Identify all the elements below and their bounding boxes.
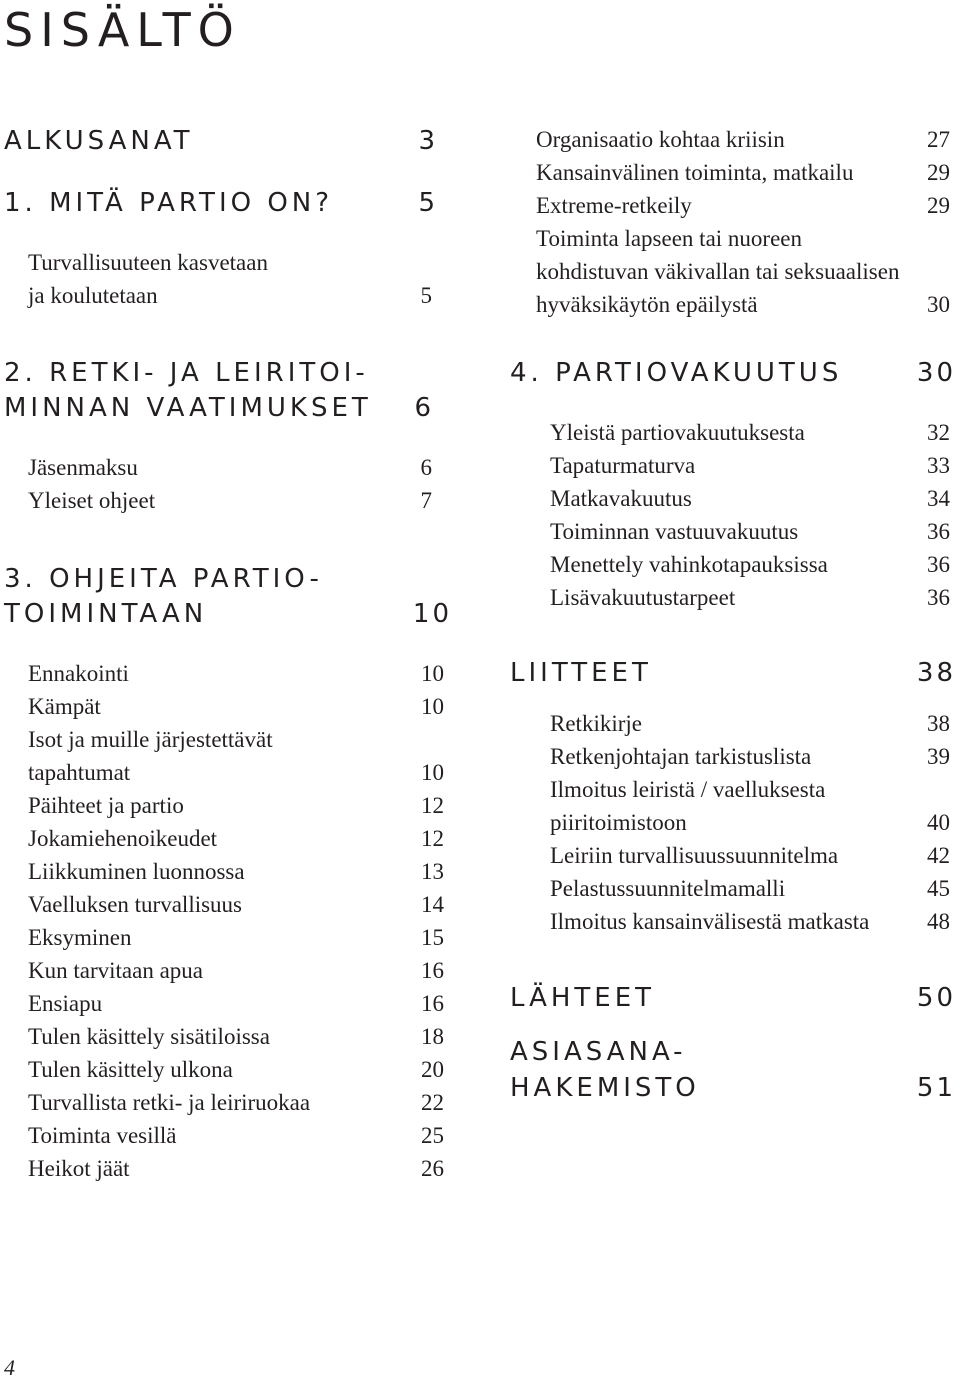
toc-item-page: 26 — [421, 1156, 444, 1181]
toc-list-sec3 — [28, 657, 444, 1185]
toc-item: tapahtumat — [28, 760, 131, 785]
toc-page-sec4: 30 — [916, 358, 956, 388]
toc-row[interactable] — [550, 449, 950, 482]
toc-item: Vaelluksen turvallisuus — [28, 892, 242, 917]
toc-item: Heikot jäät — [28, 1156, 130, 1181]
toc-row[interactable] — [28, 855, 444, 888]
toc-page-liitteet: 38 — [916, 658, 956, 688]
toc-item-page: 27 — [927, 127, 950, 152]
toc-item: Turvallista retki- ja leiriruokaa — [28, 1090, 311, 1115]
toc-page-alkusanat: 3 — [418, 126, 438, 156]
toc-item: Menettely vahinkotapauksissa — [550, 552, 828, 577]
toc-item: Kansainvälinen toiminta, matkailu — [536, 160, 854, 185]
toc-row[interactable] — [28, 1152, 444, 1185]
toc-item: Isot ja muille järjestettävät — [28, 727, 273, 752]
toc-item-page: 32 — [927, 420, 950, 445]
toc-row[interactable] — [28, 921, 444, 954]
toc-row[interactable] — [550, 839, 950, 872]
toc-item[interactable]: Yleiset ohjeet — [28, 488, 156, 513]
toc-row[interactable] — [28, 822, 444, 855]
toc-item: Liikkuminen luonnossa — [28, 859, 245, 884]
toc-item: Matkavakuutus — [550, 486, 692, 511]
toc-row[interactable] — [536, 189, 950, 222]
toc-row[interactable] — [550, 707, 950, 740]
toc-item: Leiriin turvallisuussuunnitelma — [550, 843, 839, 868]
toc-heading-sec2-line1[interactable]: 2. RETKI- JA LEIRITOI- — [4, 358, 369, 388]
toc-item: Retkenjohtajan tarkistuslista — [550, 744, 812, 769]
toc-item-page: 12 — [421, 793, 444, 818]
toc-row[interactable] — [28, 888, 444, 921]
toc-item-page: 6 — [420, 455, 432, 480]
toc-item: Ensiapu — [28, 991, 103, 1016]
toc-row[interactable] — [536, 255, 950, 288]
toc-page-lahteet: 50 — [916, 983, 956, 1013]
toc-row[interactable] — [550, 482, 950, 515]
toc-item: Lisävakuutustarpeet — [550, 585, 736, 610]
toc-item: Organisaatio kohtaa kriisin — [536, 127, 785, 152]
page-number: 4 — [4, 1355, 15, 1380]
toc-row[interactable] — [28, 1053, 444, 1086]
toc-row[interactable] — [28, 1086, 444, 1119]
toc-list-sec4 — [550, 416, 950, 614]
toc-item: kohdistuvan väkivallan tai seksuaalisen — [536, 259, 900, 284]
toc-row[interactable] — [28, 1119, 444, 1152]
toc-item: Toiminnan vastuuvakuutus — [550, 519, 799, 544]
toc-item-page: 20 — [421, 1057, 444, 1082]
toc-item-page: 7 — [420, 488, 432, 513]
toc-item-page: 16 — [421, 991, 444, 1016]
toc-item: piiritoimistoon — [550, 810, 687, 835]
toc-heading-alkusanat[interactable]: ALKUSANAT — [4, 126, 194, 156]
toc-list-sec3-continued — [536, 123, 950, 321]
toc-item-page: 48 — [927, 909, 950, 934]
toc-row[interactable] — [28, 987, 444, 1020]
toc-item-page: 36 — [927, 585, 950, 610]
toc-item-page: 36 — [927, 552, 950, 577]
toc-item-page: 10 — [421, 694, 444, 719]
toc-list-liitteet — [550, 707, 950, 938]
toc-row[interactable] — [550, 581, 950, 614]
toc-item-page: 33 — [927, 453, 950, 478]
toc-item-page: 30 — [927, 292, 950, 317]
toc-row[interactable] — [28, 1020, 444, 1053]
toc-item-page: 14 — [421, 892, 444, 917]
toc-item: Tulen käsittely sisätiloissa — [28, 1024, 270, 1049]
toc-row[interactable] — [550, 515, 950, 548]
toc-row[interactable] — [536, 156, 950, 189]
toc-row[interactable] — [550, 806, 950, 839]
toc-row[interactable] — [28, 954, 444, 987]
toc-item-page: 29 — [927, 193, 950, 218]
toc-row[interactable] — [536, 222, 950, 255]
toc-item: Retkikirje — [550, 711, 642, 736]
toc-item-page: 22 — [421, 1090, 444, 1115]
toc-item: Ennakointi — [28, 661, 129, 686]
toc-item: Pelastussuunnitelmamalli — [550, 876, 786, 901]
toc-item-page: 13 — [421, 859, 444, 884]
toc-item: Eksyminen — [28, 925, 132, 950]
toc-item: Toiminta vesillä — [28, 1123, 177, 1148]
toc-row[interactable] — [550, 773, 950, 806]
toc-item[interactable]: Turvallisuuteen kasvetaan — [28, 250, 268, 275]
toc-row[interactable] — [28, 657, 444, 690]
toc-heading-sec4[interactable]: 4. PARTIOVAKUUTUS — [510, 358, 843, 388]
toc-item: Yleistä partiovakuutuksesta — [550, 420, 805, 445]
toc-item-page: 36 — [927, 519, 950, 544]
toc-heading-lahteet[interactable]: LÄHTEET — [510, 983, 656, 1013]
toc-row[interactable] — [28, 690, 444, 723]
toc-heading-sec3-line1[interactable]: 3. OHJEITA PARTIO- — [4, 564, 323, 594]
toc-item-page: 18 — [421, 1024, 444, 1049]
toc-page-sec1: 5 — [418, 188, 438, 218]
toc-row[interactable] — [550, 416, 950, 449]
toc-row[interactable] — [550, 872, 950, 905]
toc-heading-sec1[interactable]: 1. MITÄ PARTIO ON? — [4, 188, 334, 218]
toc-item: Tulen käsittely ulkona — [28, 1057, 233, 1082]
toc-row[interactable] — [28, 723, 444, 756]
toc-item-page: 12 — [421, 826, 444, 851]
toc-item: Ilmoitus kansainvälisestä matkasta — [550, 909, 870, 934]
toc-row[interactable] — [536, 288, 950, 321]
toc-item: Tapaturmaturva — [550, 453, 696, 478]
toc-item-page: 38 — [927, 711, 950, 736]
toc-item: Kämpät — [28, 694, 101, 719]
toc-item: Jokamiehenoikeudet — [28, 826, 218, 851]
toc-item-page: 5 — [420, 283, 432, 308]
toc-item-page: 29 — [927, 160, 950, 185]
toc-item: Kun tarvitaan apua — [28, 958, 203, 983]
toc-heading-liitteet[interactable]: LIITTEET — [510, 658, 652, 688]
toc-row[interactable] — [550, 548, 950, 581]
toc-item: Ilmoitus leiristä / vaelluksesta — [550, 777, 826, 802]
toc-item-page: 10 — [421, 760, 444, 785]
toc-item[interactable]: ja koulutetaan — [28, 283, 158, 308]
toc-item-page: 42 — [927, 843, 950, 868]
toc-item: Päihteet ja partio — [28, 793, 184, 818]
toc-heading-sec2-line2[interactable]: MINNAN VAATIMUKSET — [4, 393, 372, 423]
toc-item-page: 39 — [927, 744, 950, 769]
toc-item-page: 16 — [421, 958, 444, 983]
toc-item-page: 10 — [421, 661, 444, 686]
toc-row[interactable] — [28, 789, 444, 822]
toc-row[interactable] — [28, 756, 444, 789]
toc-row[interactable] — [536, 123, 950, 156]
toc-page-sec2: 6 — [414, 393, 434, 423]
toc-item-page: 25 — [421, 1123, 444, 1148]
toc-item-page: 45 — [927, 876, 950, 901]
toc-item: hyväksikäytön epäilystä — [536, 292, 758, 317]
toc-row[interactable] — [550, 740, 950, 773]
page-title: SISÄLTÖ — [4, 3, 241, 57]
toc-page-sec3: 10 — [412, 599, 452, 629]
toc-item-page: 34 — [927, 486, 950, 511]
toc-row[interactable] — [550, 905, 950, 938]
toc-item[interactable]: Jäsenmaksu — [28, 455, 138, 480]
toc-item-page: 15 — [421, 925, 444, 950]
toc-heading-asiasana-line2[interactable]: HAKEMISTO — [510, 1073, 700, 1103]
toc-heading-sec3-line2[interactable]: TOIMINTAAN — [4, 599, 208, 629]
toc-item-page: 40 — [927, 810, 950, 835]
toc-item: Toiminta lapseen tai nuoreen — [536, 226, 802, 251]
toc-heading-asiasana-line1[interactable]: ASIASANA- — [510, 1037, 687, 1067]
toc-page-asiasana: 51 — [916, 1073, 956, 1103]
toc-item: Extreme-retkeily — [536, 193, 692, 218]
